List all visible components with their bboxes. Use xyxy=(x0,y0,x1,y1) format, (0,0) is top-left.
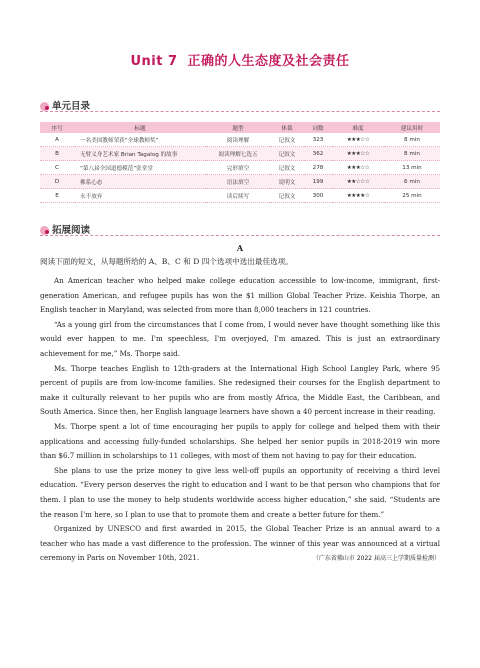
cell-time: 25 min xyxy=(384,189,440,203)
cell-words: 323 xyxy=(304,133,332,147)
cell-words: 199 xyxy=(304,175,332,189)
cell-type: 读后续写 xyxy=(206,189,270,203)
cell-time: 13 min xyxy=(384,161,440,175)
cell-number: B xyxy=(40,147,74,161)
cell-number: E xyxy=(40,189,74,203)
header-difficulty: 难度 xyxy=(332,122,384,133)
cell-genre: 说明文 xyxy=(270,175,304,189)
unit-number: Unit 7 xyxy=(130,54,178,69)
cell-time: 6 min xyxy=(384,175,440,189)
passage-paragraph: “As a young girl from the circumstances that I come from, I would never have thought something like this would ever happen to me. I'm speechless, I'm overjoyed, I'm amazed. This is just an extraordinary achievement for me,” Ms. Thorpe said. xyxy=(40,319,440,358)
cell-type: 阅读理解 xyxy=(206,133,270,147)
header-time: 建议用时 xyxy=(384,122,440,133)
cell-number: A xyxy=(40,133,74,147)
cell-title: 永不放弃 xyxy=(74,189,206,203)
header-title: 标题 xyxy=(74,122,206,133)
cell-difficulty: ★★★☆☆ xyxy=(332,161,384,175)
cell-difficulty: ★★★☆☆ xyxy=(332,147,384,161)
cell-difficulty: ★★★★☆ xyxy=(332,189,384,203)
passage-paragraph xyxy=(40,522,440,566)
cell-difficulty: ★★☆☆☆ xyxy=(332,175,384,189)
passage-paragraph: She plans to use the prize money to give less well-off pupils an opportunity of receiving a third level education. “Every person deserves the right to education and I want to be that person who champions that for them. I plan to use the money to help students worldwide access higher education,” she said. “Students are the reason I'm here, so I plan to use that to promote them and create a better future for them.” xyxy=(40,465,440,519)
paragraph-text: Organized by UNESCO and first awarded in 2015, the Global Teacher Prize is an annual award to a teacher who has made a vast difference to the profession. The winner of this year was announced at a virtual ceremony in Paris on November 10th, 2021. xyxy=(40,524,440,563)
passage-paragraph: Ms. Thorpe teaches English to 12th-graders at the International High School Langley Park, where 95 percent of pupils are from low-income families. She redesigned their courses for the English department to make it culturally relevant to her pupils who are from mostly Africa, the Middle East, the Caribbean, and South America. Since then, her English language learners have shown a 40 percent increase in their reading. xyxy=(40,363,440,417)
table-row xyxy=(40,189,440,203)
unit-topic: 正确的人生态度及社会责任 xyxy=(187,54,350,69)
table-row xyxy=(40,161,440,175)
table-header-row xyxy=(40,122,440,133)
cell-difficulty: ★★★☆☆ xyxy=(332,133,384,147)
header-type: 题型 xyxy=(206,122,270,133)
passage-paragraph: An American teacher who helped make college education accessible to low-income, immigrant, first-generation American, and refugee pupils has won the $1 million Global Teacher Prize. Keishia Thorpe, an English teacher in Maryland, was selected from more than 8,000 teachers in 121 countries. xyxy=(40,276,440,315)
cell-genre: 记叙文 xyxy=(270,161,304,175)
header-words: 词数 xyxy=(304,122,332,133)
unit-catalog-table xyxy=(40,122,440,203)
source-citation: （广东省佛山市 2022 届高三上学期质量检测） xyxy=(312,555,440,563)
cell-type: 完形填空 xyxy=(206,161,270,175)
table-row xyxy=(40,133,440,147)
section-title: 单元目录 xyxy=(52,101,91,112)
passage-instruction: 阅读下面的短文，从每题所给的 A、B、C 和 D 四个选项中选出最佳选项。 xyxy=(40,257,293,266)
cell-genre: 记叙文 xyxy=(270,147,304,161)
cell-title: “第八届全国道德模范”张堂堂 xyxy=(74,161,206,175)
cell-genre: 记叙文 xyxy=(270,189,304,203)
section-title: 拓展阅读 xyxy=(52,225,91,236)
header-number: 序号 xyxy=(40,122,74,133)
section-divider xyxy=(40,111,440,112)
cell-time: 8 min xyxy=(384,133,440,147)
cell-genre: 记叙文 xyxy=(270,133,304,147)
section-bullet-icon xyxy=(40,226,49,235)
cell-words: 300 xyxy=(304,189,332,203)
cell-words: 278 xyxy=(304,161,332,175)
section-bullet-icon xyxy=(40,102,49,111)
cell-title: 一名美国教师荣获“全球教师奖” xyxy=(74,133,206,147)
table-row xyxy=(40,147,440,161)
section-header-reading xyxy=(40,222,90,236)
header-genre: 体裁 xyxy=(270,122,304,133)
cell-number: C xyxy=(40,161,74,175)
passage-paragraph: Ms. Thorpe spent a lot of time encouraging her pupils to apply for college and helped them with their applications and accessing fully-funded scholarships. She helped her senior pupils in 2018-2019 win more than $6.7 million in scholarships to 11 colleges, with most of them not having to pay for their education. xyxy=(40,421,440,461)
cell-number: D xyxy=(40,175,74,189)
cell-type: 阅读理解七选五 xyxy=(206,147,270,161)
table-row xyxy=(40,175,440,189)
cell-title: 无臂义身艺术家 Brian Tagalog 的故事 xyxy=(74,147,206,161)
section-divider xyxy=(40,235,440,236)
passage-label: A xyxy=(236,243,244,253)
cell-time: 8 min xyxy=(384,147,440,161)
unit-title xyxy=(0,50,480,69)
cell-words: 362 xyxy=(304,147,332,161)
section-header-catalog xyxy=(40,98,90,112)
passage-body xyxy=(40,274,440,567)
cell-type: 语法填空 xyxy=(206,175,270,189)
cell-title: 佛系心态 xyxy=(74,175,206,189)
